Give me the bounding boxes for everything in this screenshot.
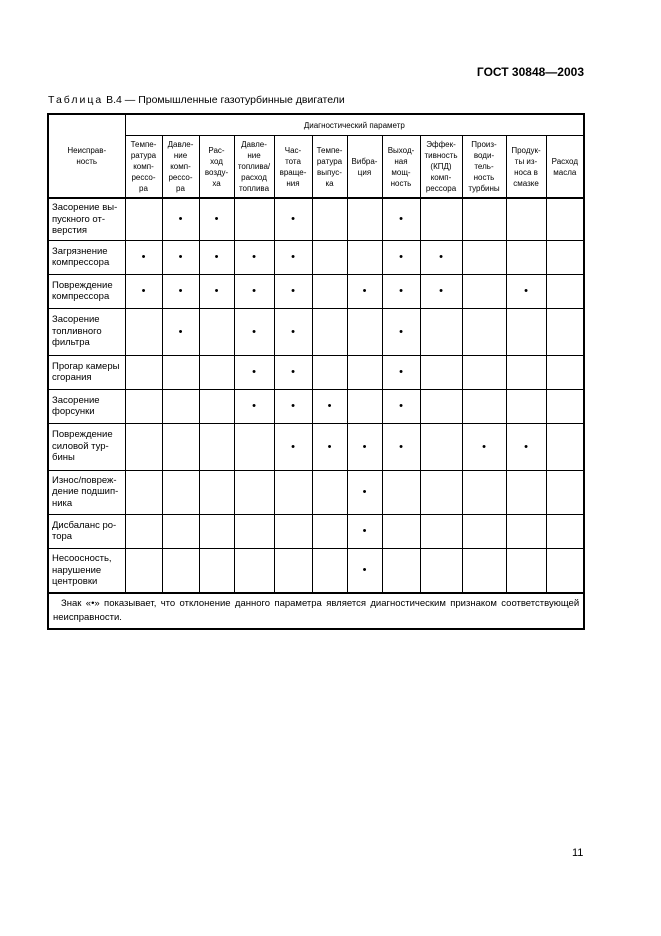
empty-cell: [546, 274, 584, 308]
diagnostic-mark-cell: •: [347, 514, 382, 548]
empty-cell: [420, 514, 462, 548]
document-header: ГОСТ 30848—2003: [476, 65, 584, 79]
empty-cell: [347, 308, 382, 355]
empty-cell: [462, 274, 506, 308]
diagnostic-table: [47, 113, 585, 630]
empty-cell: [125, 423, 162, 470]
fault-name-cell: Загрязнение компрессора: [48, 240, 125, 274]
empty-cell: [125, 389, 162, 423]
parameter-header: Вибра- ция: [347, 136, 382, 199]
empty-cell: [506, 355, 546, 389]
table-row: [48, 389, 584, 423]
empty-cell: [420, 355, 462, 389]
diagnostic-mark-cell: •: [382, 423, 420, 470]
table-row: [48, 548, 584, 593]
empty-cell: [199, 308, 234, 355]
empty-cell: [199, 548, 234, 593]
empty-cell: [125, 470, 162, 514]
diagnostic-mark-cell: •: [274, 274, 312, 308]
diagnostic-mark-cell: •: [234, 389, 274, 423]
diagnostic-mark-cell: •: [312, 423, 347, 470]
table-row: [48, 423, 584, 470]
diagnostic-mark-cell: •: [199, 274, 234, 308]
empty-cell: [162, 548, 199, 593]
table-row: [48, 274, 584, 308]
page-number: 11: [572, 847, 584, 859]
empty-cell: [382, 548, 420, 593]
diagnostic-mark-cell: •: [382, 389, 420, 423]
empty-cell: [312, 308, 347, 355]
empty-cell: [125, 548, 162, 593]
fault-name-cell: Повреждение силовой тур- бины: [48, 423, 125, 470]
diagnostic-mark-cell: •: [274, 308, 312, 355]
diagnostic-mark-cell: •: [162, 308, 199, 355]
fault-name-cell: Засорение топливного фильтра: [48, 308, 125, 355]
empty-cell: [506, 308, 546, 355]
empty-cell: [312, 240, 347, 274]
empty-cell: [199, 470, 234, 514]
empty-cell: [162, 423, 199, 470]
empty-cell: [274, 514, 312, 548]
empty-cell: [506, 514, 546, 548]
empty-cell: [382, 470, 420, 514]
diagnostic-mark-cell: •: [347, 274, 382, 308]
empty-cell: [199, 423, 234, 470]
empty-cell: [506, 548, 546, 593]
diagnostic-mark-cell: •: [420, 240, 462, 274]
empty-cell: [162, 514, 199, 548]
fault-name-cell: Прогар камеры сгорания: [48, 355, 125, 389]
diagnostic-mark-cell: •: [382, 240, 420, 274]
empty-cell: [462, 308, 506, 355]
diagnostic-mark-cell: •: [382, 274, 420, 308]
empty-cell: [462, 198, 506, 240]
empty-cell: [462, 514, 506, 548]
empty-cell: [462, 389, 506, 423]
diagnostic-mark-cell: •: [162, 274, 199, 308]
parameter-header: Продук- ты из- носа в смазке: [506, 136, 546, 199]
empty-cell: [347, 389, 382, 423]
caption-label: Таблица: [48, 94, 104, 106]
empty-cell: [546, 514, 584, 548]
empty-cell: [462, 240, 506, 274]
empty-cell: [162, 389, 199, 423]
table-note-row: [48, 593, 584, 629]
fault-name-cell: Повреждение компрессора: [48, 274, 125, 308]
fault-name-cell: Несоосность, нарушение центровки: [48, 548, 125, 593]
empty-cell: [234, 514, 274, 548]
table-row: [48, 514, 584, 548]
diagnostic-mark-cell: •: [274, 389, 312, 423]
table-note: Знак «•» показывает, что отклонение данного параметра является диагностическим признаком соответствующей неисправности.: [48, 593, 584, 629]
table-caption: [48, 94, 345, 106]
diagnostic-mark-cell: •: [162, 198, 199, 240]
diagnostic-mark-cell: •: [125, 240, 162, 274]
empty-cell: [420, 389, 462, 423]
parameter-header: Давле- ние комп- рессо- ра: [162, 136, 199, 199]
diagnostic-mark-cell: •: [462, 423, 506, 470]
diagnostic-mark-cell: •: [199, 240, 234, 274]
empty-cell: [546, 198, 584, 240]
diagnostic-mark-cell: •: [199, 198, 234, 240]
empty-cell: [546, 548, 584, 593]
diagnostic-mark-cell: •: [347, 423, 382, 470]
empty-cell: [274, 548, 312, 593]
parameter-header: Час- тота враще- ния: [274, 136, 312, 199]
table-row: [48, 198, 584, 240]
parameter-header: Эффек- тивность (КПД) комп- рессора: [420, 136, 462, 199]
table-row: [48, 240, 584, 274]
empty-cell: [347, 355, 382, 389]
empty-cell: [199, 514, 234, 548]
empty-cell: [506, 240, 546, 274]
empty-cell: [125, 514, 162, 548]
table-row: [48, 470, 584, 514]
empty-cell: [420, 308, 462, 355]
diagnostic-mark-cell: •: [382, 355, 420, 389]
empty-cell: [546, 355, 584, 389]
empty-cell: [312, 514, 347, 548]
diagnostic-mark-cell: •: [234, 274, 274, 308]
diagnostic-mark-cell: •: [312, 389, 347, 423]
diagnostic-mark-cell: •: [420, 274, 462, 308]
fault-name-cell: Засорение вы- пускного от- верстия: [48, 198, 125, 240]
empty-cell: [546, 308, 584, 355]
empty-cell: [420, 548, 462, 593]
empty-cell: [312, 470, 347, 514]
empty-cell: [234, 198, 274, 240]
diagnostic-parameter-header: Диагностический параметр: [125, 114, 584, 136]
empty-cell: [312, 274, 347, 308]
table-row: [48, 308, 584, 355]
fault-name-cell: Засорение форсунки: [48, 389, 125, 423]
empty-cell: [274, 470, 312, 514]
diagnostic-mark-cell: •: [506, 423, 546, 470]
diagnostic-mark-cell: •: [274, 423, 312, 470]
empty-cell: [462, 548, 506, 593]
parameter-header: Темпе- ратура комп- рессо- ра: [125, 136, 162, 199]
empty-cell: [125, 355, 162, 389]
empty-cell: [312, 355, 347, 389]
empty-cell: [420, 198, 462, 240]
diagnostic-mark-cell: •: [234, 355, 274, 389]
empty-cell: [546, 389, 584, 423]
empty-cell: [125, 308, 162, 355]
empty-cell: [199, 355, 234, 389]
empty-cell: [312, 198, 347, 240]
empty-cell: [462, 355, 506, 389]
diagnostic-mark-cell: •: [125, 274, 162, 308]
empty-cell: [506, 389, 546, 423]
diagnostic-mark-cell: •: [347, 470, 382, 514]
diagnostic-mark-cell: •: [274, 198, 312, 240]
empty-cell: [506, 470, 546, 514]
empty-cell: [162, 355, 199, 389]
empty-cell: [546, 423, 584, 470]
fault-name-cell: Износ/повреж- дение подшип- ника: [48, 470, 125, 514]
empty-cell: [234, 548, 274, 593]
diagnostic-mark-cell: •: [382, 198, 420, 240]
parameter-header: Произ- води- тель- ность турбины: [462, 136, 506, 199]
empty-cell: [199, 389, 234, 423]
empty-cell: [546, 470, 584, 514]
empty-cell: [234, 423, 274, 470]
empty-cell: [420, 470, 462, 514]
diagnostic-mark-cell: •: [274, 240, 312, 274]
table-row: [48, 355, 584, 389]
empty-cell: [162, 470, 199, 514]
fault-column-header: Неисправ- ность: [48, 114, 125, 198]
empty-cell: [462, 470, 506, 514]
empty-cell: [234, 470, 274, 514]
empty-cell: [546, 240, 584, 274]
diagnostic-mark-cell: •: [274, 355, 312, 389]
caption-number: В.4: [106, 94, 122, 106]
diagnostic-mark-cell: •: [234, 240, 274, 274]
fault-name-cell: Дисбаланс ро- тора: [48, 514, 125, 548]
empty-cell: [420, 423, 462, 470]
diagnostic-mark-cell: •: [347, 548, 382, 593]
empty-cell: [312, 548, 347, 593]
diagnostic-mark-cell: •: [382, 308, 420, 355]
parameter-header: Рас- ход возду- ха: [199, 136, 234, 199]
parameter-header: Темпе- ратура выпус- ка: [312, 136, 347, 199]
empty-cell: [382, 514, 420, 548]
empty-cell: [125, 198, 162, 240]
empty-cell: [347, 240, 382, 274]
diagnostic-mark-cell: •: [234, 308, 274, 355]
parameter-header: Давле- ние топлива/ расход топлива: [234, 136, 274, 199]
caption-title: — Промышленные газотурбинные двигатели: [121, 94, 345, 106]
diagnostic-mark-cell: •: [162, 240, 199, 274]
empty-cell: [347, 198, 382, 240]
diagnostic-mark-cell: •: [506, 274, 546, 308]
empty-cell: [506, 198, 546, 240]
parameter-header: Выход- ная мощ- ность: [382, 136, 420, 199]
parameter-header: Расход масла: [546, 136, 584, 199]
